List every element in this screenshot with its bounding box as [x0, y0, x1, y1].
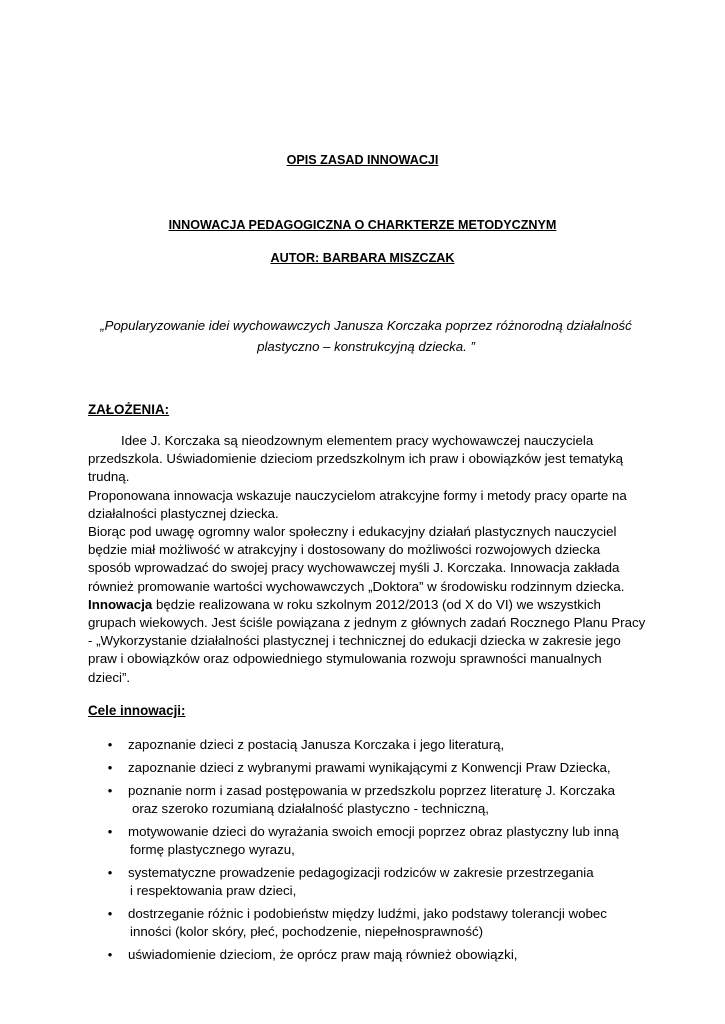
goal-item	[104, 782, 644, 818]
motto-line-1: „Popularyzowanie idei wychowawczych Janusza Korczaka poprzez różnorodną działalność	[100, 318, 632, 333]
assumptions-body	[88, 432, 648, 687]
assumptions-line: działalności plastycznej dziecka.	[88, 505, 279, 521]
goal-line: motywowanie dzieci do wyrażania swoich emocji poprzez obraz plastyczny lub inną	[128, 823, 619, 839]
goal-line: poznanie norm i zasad postępowania w przedszkolu poprzez literaturę J. Korczaka	[128, 782, 616, 798]
goal-line: zapoznanie dzieci z wybranymi prawami wynikającymi z Konwencji Praw Dziecka,	[128, 759, 611, 775]
assumptions-line: praw i obowiązków oraz odpowiedniego stymulowania rozwoju sprawności manualnych	[88, 651, 602, 667]
bullet-icon: •	[107, 864, 113, 880]
goals-heading: Cele innowacji:	[88, 703, 186, 718]
goal-line: systematyczne prowadzenie pedagogizacji rodziców w zakresie przestrzegania	[128, 864, 594, 880]
goal-line: dostrzeganie różnic i podobieństw między ludźmi, jako podstawy tolerancji wobec	[128, 905, 607, 921]
bullet-icon: •	[107, 759, 113, 775]
assumptions-line: Proponowana innowacja wskazuje nauczycielom atrakcyjne formy i metody pracy oparte na	[88, 487, 627, 503]
assumptions-line: trudną.	[88, 469, 130, 485]
bullet-icon: •	[107, 823, 113, 839]
assumptions-line-rest: będzie realizowana w roku szkolnym 2012/2013 (od X do VI) we wszystkich	[152, 596, 601, 612]
assumptions-line: - „Wykorzystanie działalności plastycznej i technicznej do edukacji dziecka w zakresie jego	[88, 633, 621, 649]
document-author: AUTOR: BARBARA MISZCZAK	[270, 251, 455, 265]
bullet-icon: •	[107, 782, 113, 798]
goal-item	[104, 864, 644, 900]
document-subtitle: INNOWACJA PEDAGOGICZNA O CHARKTERZE METODYCZNYM	[168, 218, 557, 232]
goal-item	[104, 946, 644, 964]
assumptions-line: będzie miał możliwość w atrakcyjny i dostosowany do możliwości rozwojowych dziecka	[88, 542, 601, 558]
assumptions-line: Idee J. Korczaka są nieodzownym elementem pracy wychowawczej nauczyciela	[121, 433, 594, 448]
bullet-icon: •	[107, 737, 113, 752]
goal-line-continued: oraz szeroko rozumianą działalność plastyczno - techniczną,	[132, 800, 489, 816]
goal-item	[104, 905, 644, 941]
goal-line-continued: i respektowania praw dzieci,	[130, 882, 297, 898]
innovation-bold-word: Innowacja	[88, 596, 153, 612]
motto-quote	[88, 315, 644, 357]
assumptions-line: grupach wiekowych. Jest ściśle powiązana z jednym z głównych zadań Rocznego Planu Pracy	[88, 615, 646, 631]
motto-line-2: plastyczno – konstrukcyjną dziecka. ”	[257, 339, 475, 354]
goal-item	[104, 736, 644, 754]
goal-line-continued: formę plastycznego wyrazu,	[130, 841, 295, 857]
bullet-icon: •	[107, 905, 113, 921]
assumptions-line: dzieci”.	[88, 669, 131, 685]
document-title: OPIS ZASAD INNOWACJI	[286, 153, 439, 167]
goal-item	[104, 759, 644, 777]
goal-line: uświadomienie dzieciom, że oprócz praw mają również obowiązki,	[128, 946, 518, 962]
bullet-icon: •	[107, 946, 113, 962]
assumptions-line	[88, 596, 648, 614]
goals-list	[104, 736, 644, 968]
assumptions-line: przedszkola. Uświadomienie dzieciom przedszkolnym ich praw i obowiązków jest tematyką	[88, 451, 624, 467]
assumptions-line: również promowanie wartości wychowawczych „Doktora” w środowisku rodzinnym dziecka.	[88, 578, 625, 594]
goal-item	[104, 823, 644, 859]
goal-line-continued: inności (kolor skóry, płeć, pochodzenie, niepełnosprawność)	[130, 923, 484, 939]
goal-line: zapoznanie dzieci z postacią Janusza Korczaka i jego literaturą,	[128, 737, 505, 752]
assumptions-line: sposób wprowadzać do swojej pracy wychowawczej myśli J. Korczaka. Innowacja zakłada	[88, 560, 620, 576]
assumptions-line: Biorąc pod uwagę ogromny walor społeczny i edukacyjny działań plastycznych nauczyciel	[88, 524, 617, 540]
assumptions-heading: ZAŁOŻENIA:	[88, 402, 170, 417]
